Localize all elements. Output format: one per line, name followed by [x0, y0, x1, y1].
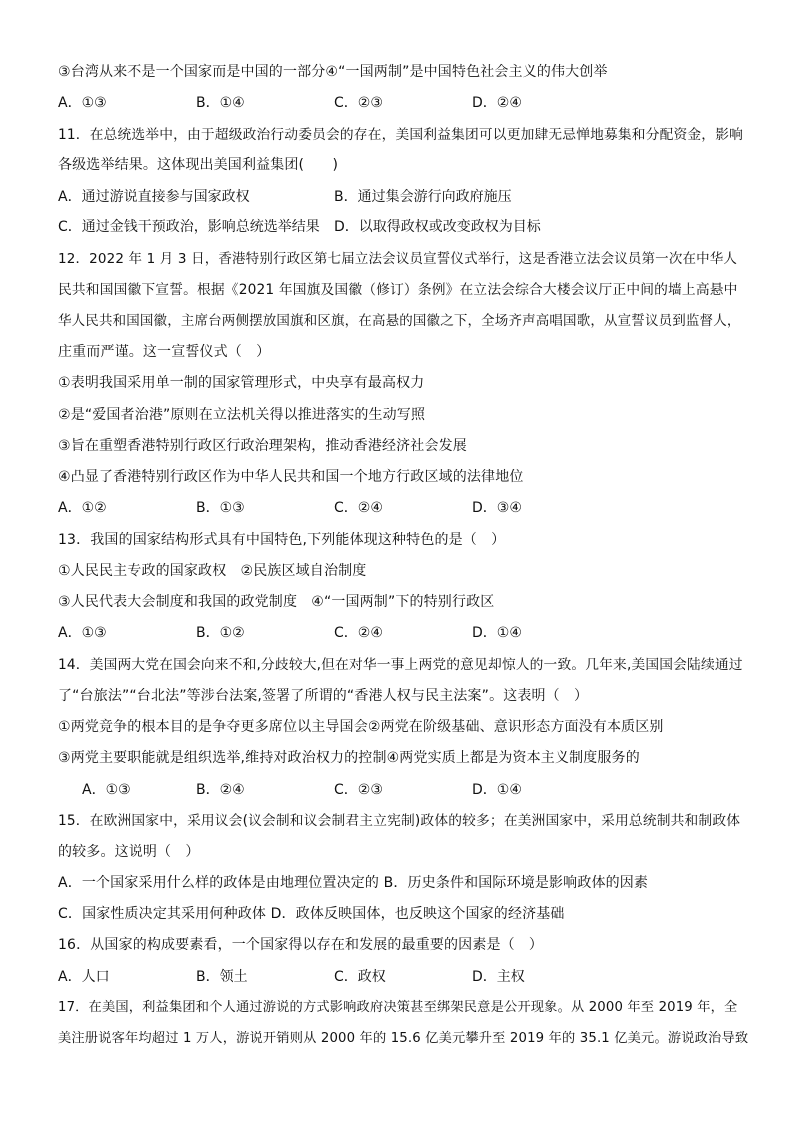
q13-option-d: D．①④ [472, 625, 522, 641]
q14-stem-line-1: 14．美国两大党在国会向来不和,分歧较大,但在对华一事上两党的意见却惊人的一致。几年来,美国国会陆续通过 [58, 657, 743, 673]
q13-option-c: C．②④ [334, 625, 383, 641]
q12-statement-1: ①表明我国采用单一制的国家管理形式，中央享有最高权力 [58, 375, 425, 391]
q12-stem-line-3: 华人民共和国国徽，主席台两侧摆放国旗和区旗，在高悬的国徽之下，全场齐声高唱国歌，从宣誓议员到监督人， [58, 313, 741, 329]
q11-option-b: B．通过集会游行向政府施压 [334, 189, 512, 205]
q10-statement-3-4: ③台湾从来不是一个国家而是中国的一部分④“一国两制”是中国特色社会主义的伟大创举 [58, 64, 608, 80]
q12-stem-line-1: 12．2022 年 1 月 3 日，香港特别行政区第七届立法会议员宣誓仪式举行，这是香港立法会议员第一次在中华人 [58, 251, 738, 267]
q11-stem-line-2: 各级选举结果。这体现出美国利益集团( ) [58, 157, 339, 173]
q14-option-b: B．②④ [196, 782, 245, 798]
q16-option-b: B．领土 [196, 969, 248, 985]
q17-stem-line-2: 美注册说客年均超过 1 万人，游说开销则从 2000 年的 15.6 亿美元攀升至 2019 年的 35.1 亿美元。游说政治导致 [58, 1031, 748, 1046]
q16-options [58, 967, 748, 987]
q12-stem-line-2: 民共和国国徽下宣誓。根据《2021 年国旗及国徽（修订）条例》在立法会综合大楼会议厅正中间的墙上高悬中 [58, 282, 738, 298]
q11-option-a: A．通过游说直接参与国家政权 [58, 189, 250, 205]
q10-option-d: D．②④ [472, 95, 522, 111]
q14-option-d: D．①④ [472, 782, 522, 798]
q13-stem: 13．我国的国家结构形式具有中国特色,下列能体现这种特色的是（ ） [58, 532, 506, 548]
q15-stem-line-1: 15．在欧洲国家中，采用议会(议会制和议会制君主立宪制)政体的较多；在美洲国家中，采用总统制共和制政体 [58, 813, 741, 829]
q12-option-a: A．①② [58, 500, 107, 516]
q10-option-c: C．②③ [334, 95, 383, 111]
q11-option-c: C．通过金钱干预政治，影响总统选举结果 [58, 219, 320, 235]
q11-option-d: D．以取得政权或改变政权为目标 [334, 219, 541, 235]
q12-stem-line-4: 庄重而严谨。这一宣誓仪式（ ） [58, 344, 271, 360]
q12-statement-4: ④凸显了香港特别行政区作为中华人民共和国一个地方行政区域的法律地位 [58, 469, 524, 485]
q12-option-b: B．①③ [196, 500, 245, 516]
q13-option-b: B．①② [196, 625, 245, 641]
q12-statement-3: ③旨在重塑香港特别行政区行政治理架构，推动香港经济社会发展 [58, 438, 467, 454]
q13-option-a: A．①③ [58, 625, 107, 641]
q11-options-row-2 [58, 217, 748, 237]
q14-options [58, 780, 748, 800]
q10-option-b: B．①④ [196, 95, 245, 111]
q15-options-a-b: A．一个国家采用什么样的政体是由地理位置决定的 B．历史条件和国际环境是影响政体的因素 [58, 875, 649, 891]
q14-statements-3-4: ③两党主要职能就是组织选举,维持对政治权力的控制④两党实质上都是为资本主义制度服务的 [58, 750, 640, 766]
q15-stem-line-2: 的较多。这说明（ ） [58, 844, 200, 860]
q12-option-c: C．②④ [334, 500, 383, 516]
q13-options [58, 623, 748, 643]
q11-options-row-1 [58, 187, 748, 207]
q12-option-d: D．③④ [472, 500, 522, 516]
q12-options [58, 498, 748, 518]
q13-statements-1-2: ①人民民主专政的国家政权 ②民族区域自治制度 [58, 563, 367, 579]
q16-stem: 16．从国家的构成要素看，一个国家得以存在和发展的最重要的因素是（ ） [58, 937, 544, 953]
q16-option-c: C．政权 [334, 969, 386, 985]
q12-statement-2: ②是“爱国者治港”原则在立法机关得以推进落实的生动写照 [58, 407, 426, 423]
q14-option-a: A．①③ [82, 782, 131, 798]
q10-options [58, 93, 748, 113]
q11-stem-line-1: 11．在总统选举中，由于超级政治行动委员会的存在，美国利益集团可以更加肆无忌惮地募集和分配资金，影响 [58, 127, 743, 143]
q16-option-d: D．主权 [472, 969, 525, 985]
q16-option-a: A．人口 [58, 969, 110, 985]
q17-stem-line-1: 17．在美国，利益集团和个人通过游说的方式影响政府决策甚至绑架民意是公开现象。从 2000 年至 2019 年，全 [58, 1000, 738, 1015]
q14-statements-1-2: ①两党竞争的根本目的是争夺更多席位以主导国会②两党在阶级基础、意识形态方面没有本质区别 [58, 719, 664, 735]
q14-stem-line-2: 了“台旅法”“台北法”等涉台法案,签署了所谓的“香港人权与民主法案”。这表明（ ） [58, 688, 589, 704]
q10-option-a: A．①③ [58, 95, 107, 111]
q13-statements-3-4: ③人民代表大会制度和我国的政党制度 ④“一国两制”下的特别行政区 [58, 594, 495, 610]
q14-option-c: C．②③ [334, 782, 383, 798]
q15-options-c-d: C．国家性质决定其采用何种政体 D．政体反映国体，也反映这个国家的经济基础 [58, 906, 565, 922]
